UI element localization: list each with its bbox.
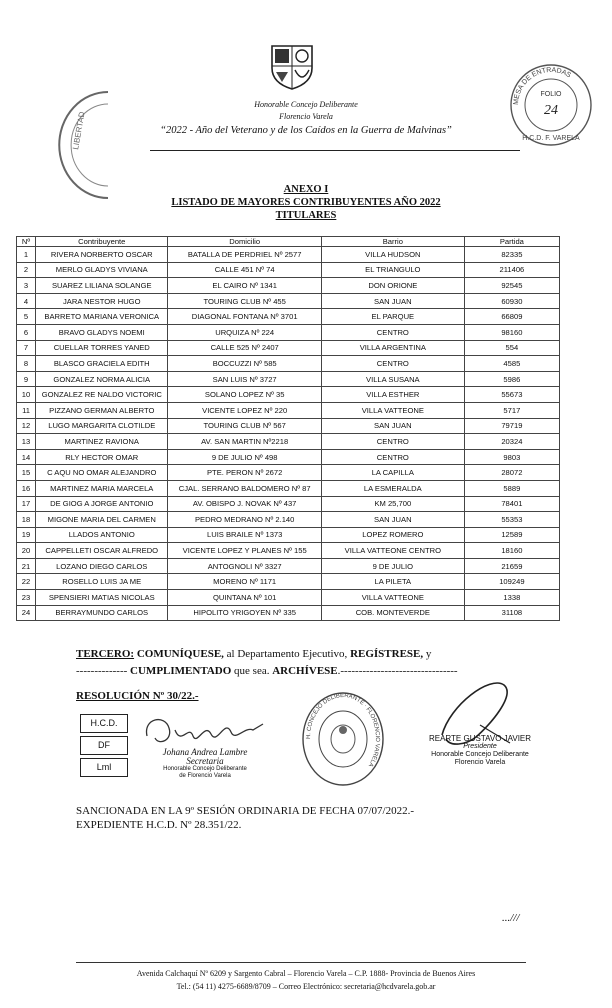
address: CALLE 451 Nº 74 [168, 262, 321, 278]
neighborhood: EL PARQUE [321, 309, 464, 325]
row-number: 22 [17, 574, 36, 590]
footer-address: Avenida Calchaquí Nº 6209 y Sargento Cabral – Florencio Varela – C.P. 1888- Provincia de Buenos Aires [136, 969, 476, 978]
row-number: 5 [17, 309, 36, 325]
row-number: 12 [17, 418, 36, 434]
row-number: 2 [17, 262, 36, 278]
president-org: Honorable Concejo Deliberante [431, 751, 529, 758]
neighborhood: CENTRO [321, 449, 464, 465]
contributors-table [16, 236, 560, 621]
contributor-name: C AQU NO OMAR ALEJANDRO [36, 465, 168, 481]
contributor-name: BERRAYMUNDO CARLOS [36, 605, 168, 621]
partida-number: 5986 [464, 371, 559, 387]
partida-number: 4585 [464, 356, 559, 372]
tercero-word-cumplimentado: CUMPLIMENTADO [130, 665, 232, 677]
table-row [17, 465, 560, 481]
contributor-name: MARTINEZ RAVIONA [36, 434, 168, 450]
table-row [17, 262, 560, 278]
contributor-name: BLASCO GRACIELA EDITH [36, 356, 168, 372]
address: PTE. PERON Nº 2672 [168, 465, 321, 481]
partida-number: 1338 [464, 590, 559, 606]
municipal-crest-icon [270, 42, 314, 90]
table-row [17, 340, 560, 356]
address: EL CAIRO Nº 1341 [168, 278, 321, 294]
contributor-name: MIGONE MARIA DEL CARMEN [36, 512, 168, 528]
contributor-name: GONZALEZ RE NALDO VICTORIC [36, 387, 168, 403]
table-row [17, 434, 560, 450]
row-number: 14 [17, 449, 36, 465]
address: SOLANO LOPEZ Nº 35 [168, 387, 321, 403]
list-subtitle: TITULARES [275, 210, 337, 221]
table-row [17, 543, 560, 559]
address: MORENO Nº 1171 [168, 574, 321, 590]
contributor-name: MERLO GLADYS VIVIANA [36, 262, 168, 278]
address: TOURING CLUB Nº 455 [168, 293, 321, 309]
council-seal [300, 690, 386, 788]
resolution-number: RESOLUCIÓN Nº 30/22.- [76, 690, 199, 702]
partida-number: 55353 [464, 512, 559, 528]
row-number: 15 [17, 465, 36, 481]
initials-box: Lml [80, 758, 128, 777]
table-row [17, 418, 560, 434]
president-block [420, 735, 540, 767]
city-name: Florencio Varela [279, 112, 333, 121]
neighborhood: CENTRO [321, 356, 464, 372]
neighborhood: CENTRO [321, 434, 464, 450]
partida-number: 9803 [464, 449, 559, 465]
contributor-name: CUELLAR TORRES YANED [36, 340, 168, 356]
neighborhood: CENTRO [321, 324, 464, 340]
row-number: 7 [17, 340, 36, 356]
table-row [17, 278, 560, 294]
address: PEDRO MEDRANO Nº 2.140 [168, 512, 321, 528]
table-row [17, 590, 560, 606]
neighborhood: VILLA HUDSON [321, 247, 464, 263]
contributor-name: SUAREZ LILIANA SOLANGE [36, 278, 168, 294]
neighborhood: SAN JUAN [321, 418, 464, 434]
neighborhood: VILLA VATTEONE CENTRO [321, 543, 464, 559]
tercero-text: y [423, 648, 432, 660]
seal-text: H. CONCEJO DELIBERANTE · FLORENCIO VARELA [305, 692, 381, 768]
sanction-block [76, 804, 414, 832]
contributor-name: SPENSIERI MATIAS NICOLAS [36, 590, 168, 606]
address: BATALLA DE PERDRIEL Nº 2577 [168, 247, 321, 263]
partida-number: 5889 [464, 480, 559, 496]
column-header: Barrio [321, 237, 464, 247]
neighborhood: EL TRIANGULO [321, 262, 464, 278]
tercero-label: TERCERO: [76, 648, 135, 660]
address: CALLE 525 Nº 2407 [168, 340, 321, 356]
address: VICENTE LOPEZ Nº 220 [168, 402, 321, 418]
sanction-line: SANCIONADA EN LA 9º SESIÓN ORDINARIA DE FECHA 07/07/2022.- [76, 805, 415, 817]
contributor-name: DE GIOG A JORGE ANTONIO [36, 496, 168, 512]
institution-name: Honorable Concejo Deliberante [254, 100, 358, 109]
contributor-name: GONZALEZ NORMA ALICIA [36, 371, 168, 387]
neighborhood: VILLA VATTEONE [321, 402, 464, 418]
partida-number: 55673 [464, 387, 559, 403]
contributor-name: PIZZANO GERMAN ALBERTO [36, 402, 168, 418]
address: DIAGONAL FONTANA Nº 3701 [168, 309, 321, 325]
partida-number: 79719 [464, 418, 559, 434]
table-row [17, 356, 560, 372]
table-row [17, 558, 560, 574]
table-row [17, 527, 560, 543]
tercero-word-archivese: ARCHÍVESE [272, 665, 338, 677]
header-rule [150, 150, 520, 151]
secretary-city: de Florencio Varela [179, 773, 231, 779]
tercero-dashes: .-------------------------------- [337, 665, 458, 677]
footer-contact: Tel.: (54 11) 4275-6689/8709 – Correo Electrónico: secretaria@hcdvarela.gob.ar [176, 982, 436, 991]
neighborhood: KM 25,700 [321, 496, 464, 512]
row-number: 4 [17, 293, 36, 309]
partida-number: 31108 [464, 605, 559, 621]
table-row [17, 449, 560, 465]
continuation-mark: .../// [502, 912, 520, 924]
table-row [17, 605, 560, 621]
stamp-folio-label: FOLIO [540, 91, 562, 98]
partida-number: 60930 [464, 293, 559, 309]
column-header: Domicilio [168, 237, 321, 247]
row-number: 21 [17, 558, 36, 574]
tercero-word-registrese: REGÍSTRESE, [350, 648, 424, 660]
partida-number: 12589 [464, 527, 559, 543]
tercero-dashes: -------------- [76, 665, 128, 677]
neighborhood: VILLA SUSANA [321, 371, 464, 387]
row-number: 6 [17, 324, 36, 340]
row-number: 18 [17, 512, 36, 528]
partida-number: 20324 [464, 434, 559, 450]
partida-number: 109249 [464, 574, 559, 590]
contributor-name: LUGO MARGARITA CLOTILDE [36, 418, 168, 434]
contributor-name: MARTINEZ MARIA MARCELA [36, 480, 168, 496]
address: URQUIZA Nº 224 [168, 324, 321, 340]
neighborhood: LOPEZ ROMERO [321, 527, 464, 543]
contributor-name: RLY HECTOR OMAR [36, 449, 168, 465]
partida-number: 21659 [464, 558, 559, 574]
svg-text:MESA DE ENTRADAS [513, 67, 572, 105]
column-header: Contribuyente [36, 237, 168, 247]
neighborhood: VILLA VATTEONE [321, 590, 464, 606]
annex-title: ANEXO I [283, 184, 329, 195]
table-row [17, 324, 560, 340]
address: HIPOLITO YRIGOYEN Nº 335 [168, 605, 321, 621]
neighborhood: DON ORIONE [321, 278, 464, 294]
president-role: Presidente [463, 743, 497, 750]
partida-number: 98160 [464, 324, 559, 340]
address: BOCCUZZI Nº 585 [168, 356, 321, 372]
contributor-name: CAPPELLETI OSCAR ALFREDO [36, 543, 168, 559]
initials-box: DF [80, 736, 128, 755]
contributor-name: BARRETO MARIANA VERONICA [36, 309, 168, 325]
table-row [17, 293, 560, 309]
table-row [17, 247, 560, 263]
contributor-name: LOZANO DIEGO CARLOS [36, 558, 168, 574]
partida-number: 18160 [464, 543, 559, 559]
neighborhood: COB. MONTEVERDE [321, 605, 464, 621]
address: AV. SAN MARTIN Nº2218 [168, 434, 321, 450]
left-stamp-text: LIBERTAD [71, 110, 87, 151]
secretary-role: Secretaria [186, 756, 224, 766]
partida-number: 78401 [464, 496, 559, 512]
row-number: 16 [17, 480, 36, 496]
address: 9 DE JULIO Nº 498 [168, 449, 321, 465]
row-number: 19 [17, 527, 36, 543]
year-motto: “2022 - Año del Veterano y de los Caídos en la Guerra de Malvinas” [160, 125, 452, 136]
contributor-name: ROSELLO LUIS JA ME [36, 574, 168, 590]
table-row [17, 309, 560, 325]
neighborhood: VILLA ESTHER [321, 387, 464, 403]
neighborhood: VILLA ARGENTINA [321, 340, 464, 356]
tercero-word-comuniquese: COMUNÍQUESE, [136, 648, 224, 660]
table-header-row [17, 237, 560, 247]
row-number: 8 [17, 356, 36, 372]
neighborhood: SAN JUAN [321, 293, 464, 309]
row-number: 13 [17, 434, 36, 450]
address: ANTOGNOLI Nº 3327 [168, 558, 321, 574]
initials-box: H.C.D. [80, 714, 128, 733]
expediente-line: EXPEDIENTE H.C.D. Nº 28.351/22. [76, 819, 242, 831]
address: CJAL. SERRANO BALDOMERO Nº 87 [168, 480, 321, 496]
partida-number: 5717 [464, 402, 559, 418]
table-row [17, 480, 560, 496]
row-number: 3 [17, 278, 36, 294]
row-number: 1 [17, 247, 36, 263]
row-number: 17 [17, 496, 36, 512]
table-row [17, 371, 560, 387]
row-number: 20 [17, 543, 36, 559]
partida-number: 92545 [464, 278, 559, 294]
row-number: 11 [17, 402, 36, 418]
address: QUINTANA Nº 101 [168, 590, 321, 606]
column-header: Partida [464, 237, 559, 247]
address: SAN LUIS Nº 3727 [168, 371, 321, 387]
contributor-name: JARA NESTOR HUGO [36, 293, 168, 309]
stamp-folio-number: 24 [544, 103, 558, 118]
stamp-bottom-text: H.C.D. F. VARELA [522, 135, 580, 142]
table-row [17, 496, 560, 512]
list-title: LISTADO DE MAYORES CONTRIBUYENTES AÑO 2022 [171, 197, 441, 208]
table-row [17, 574, 560, 590]
secretary-name: Johana Andrea Lambre [162, 747, 248, 757]
president-city: Florencio Varela [454, 759, 506, 766]
address: TOURING CLUB Nº 567 [168, 418, 321, 434]
neighborhood: LA PILETA [321, 574, 464, 590]
partida-number: 82335 [464, 247, 559, 263]
tercero-text: al Departamento Ejecutivo, [223, 648, 351, 660]
neighborhood: SAN JUAN [321, 512, 464, 528]
address: AV. OBISPO J. NOVAK Nº 437 [168, 496, 321, 512]
row-number: 9 [17, 371, 36, 387]
row-number: 10 [17, 387, 36, 403]
tercero-text: que sea. [231, 665, 273, 677]
address: LUIS BRAILE Nº 1373 [168, 527, 321, 543]
table-row [17, 387, 560, 403]
row-number: 23 [17, 590, 36, 606]
secretary-org: Honorable Concejo Deliberante [163, 766, 247, 772]
address: VICENTE LOPEZ Y PLANES Nº 155 [168, 543, 321, 559]
stamp-ring-text: MESA DE ENTRADAS [512, 66, 572, 106]
contributor-name: BRAVO GLADYS NOEMI [36, 324, 168, 340]
partida-number: 28072 [464, 465, 559, 481]
neighborhood: LA ESMERALDA [321, 480, 464, 496]
contributor-name: LLADOS ANTONIO [36, 527, 168, 543]
table-row [17, 512, 560, 528]
mesa-entradas-stamp [508, 62, 594, 148]
table-row [17, 402, 560, 418]
partida-number: 554 [464, 340, 559, 356]
column-header: Nº [17, 237, 36, 247]
president-name: REARTE GUSTAVO JAVIER [428, 734, 532, 743]
partida-number: 211406 [464, 262, 559, 278]
footer-rule [76, 962, 526, 963]
neighborhood: LA CAPILLA [321, 465, 464, 481]
partida-number: 66809 [464, 309, 559, 325]
contributor-name: RIVERA NORBERTO OSCAR [36, 247, 168, 263]
row-number: 24 [17, 605, 36, 621]
neighborhood: 9 DE JULIO [321, 558, 464, 574]
secretary-block [150, 748, 260, 780]
